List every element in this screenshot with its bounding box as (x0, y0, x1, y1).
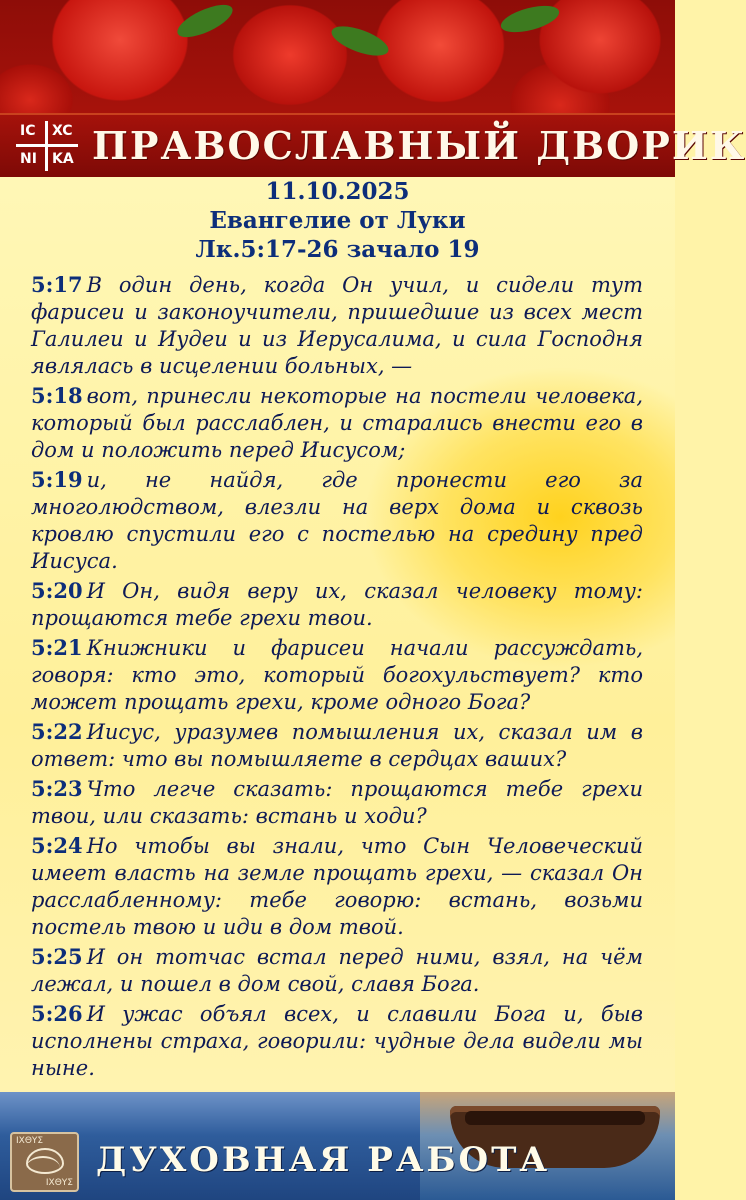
bottom-banner (0, 1092, 675, 1200)
verse-item (31, 943, 643, 998)
cross-letters-ic: IC (20, 123, 36, 139)
cross-letters-xc: XC (52, 123, 73, 139)
verse-item (31, 577, 643, 632)
verse-text: И он тотчас встал перед ними, взял, на чём лежал, и пошел в дом свой, славя Бога. (31, 945, 643, 996)
verse-text: Что легче сказать: прощаются тебе грехи твои, или сказать: встань и ходи? (31, 777, 643, 828)
verse-number: 5:24 (31, 833, 83, 858)
verse-number: 5:22 (31, 719, 83, 744)
verse-item (31, 1000, 643, 1082)
verse-number: 5:26 (31, 1001, 83, 1026)
verse-item (31, 382, 643, 464)
verse-item (31, 466, 643, 575)
footer-title: ДУХОВНАЯ РАБОТА (96, 1140, 551, 1180)
verse-text: И Он, видя веру их, сказал человеку тому: прощаются тебе грехи твои. (31, 579, 643, 630)
verse-text: Книжники и фарисеи начали рассуждать, говоря: кто это, который богохульствует? кто может прощать грехи, кроме одного Бога? (31, 636, 643, 714)
strawberry-leaf (328, 20, 392, 61)
verse-text: и, не найдя, где пронести его за многолюдством, влезли на верх дома и сквозь кровлю спустили его с постелью на средину пред Иисуса. (31, 468, 643, 573)
verse-number: 5:19 (31, 467, 83, 492)
verse-number: 5:20 (31, 578, 83, 603)
verse-item (31, 775, 643, 830)
reading-header (0, 177, 675, 264)
verse-text: вот, принесли некоторые на постели человека, который был расслаблен, и старались внести его в дом и положить перед Иисусом; (31, 384, 643, 462)
strawberry-leaf (173, 0, 237, 44)
verse-number: 5:17 (31, 272, 83, 297)
cross-letters-ni: NI (20, 151, 37, 167)
verse-number: 5:23 (31, 776, 83, 801)
verse-number: 5:21 (31, 635, 83, 660)
cross-letters-ka: KA (52, 151, 74, 167)
verse-item (31, 832, 643, 941)
verse-text: Но чтобы вы знали, что Сын Человеческий имеет власть на земле прощать грехи, — сказал Он расслабленному: тебе говорю: встань, возьми постель твою и иди в дом твой. (31, 834, 643, 939)
verse-number: 5:25 (31, 944, 83, 969)
reading-date: 11.10.2025 (265, 178, 410, 205)
gospel-title: Евангелие от Луки (209, 207, 466, 234)
banner-title: ПРАВОСЛАВНЫЙ ДВОРИК (92, 123, 746, 168)
verse-text: В один день, когда Он учил, и сидели тут фарисеи и законоучители, пришедшие из всех мест Галилеи и Иудеи и из Иерусалима, и сила Господня являлась в исцелении больных, — (31, 273, 643, 378)
fish-badge-text-top: ΙΧΘΥΣ (16, 1136, 44, 1146)
verse-text: И ужас объял всех, и славили Бога и, быв исполнены страха, говорили: чудные дела видели мы ныне. (31, 1002, 643, 1080)
strawberry-leaf (498, 1, 562, 38)
verse-item (31, 634, 643, 716)
verse-item (31, 718, 643, 773)
fish-icon (10, 1132, 79, 1192)
reading-reference: Лк.5:17-26 зачало 19 (195, 236, 480, 263)
verse-list (31, 271, 643, 1084)
top-banner (0, 0, 746, 177)
orthodox-cross-icon (14, 121, 78, 171)
fish-badge-text-bottom: ΙΧΘΥΣ (45, 1178, 73, 1188)
verse-item (31, 271, 643, 380)
verse-text: Иисус, уразумев помышления их, сказал им в ответ: что вы помышляете в сердцах ваших? (31, 720, 643, 771)
logo-bar (0, 113, 746, 177)
verse-number: 5:18 (31, 383, 83, 408)
reading-card (0, 177, 675, 1092)
